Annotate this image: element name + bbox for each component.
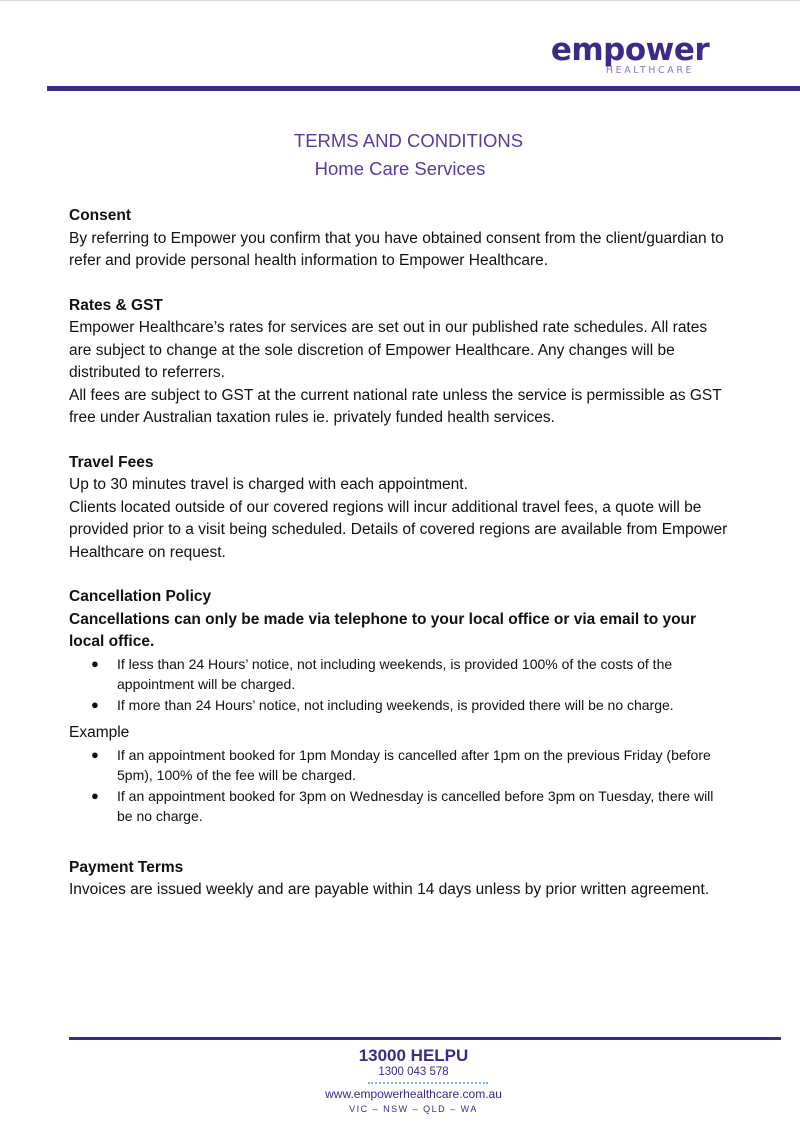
footer-states: VIC – NSW – QLD – WA	[349, 1104, 478, 1114]
example-label: Example	[69, 724, 130, 741]
section-payment-terms	[69, 857, 729, 902]
bullet-icon: ●	[91, 655, 99, 671]
example-list	[69, 745, 729, 827]
footer-divider	[69, 1037, 781, 1040]
section-heading: Cancellation Policy	[69, 588, 212, 605]
bullet-icon: ●	[91, 696, 99, 712]
section-cancellation-policy	[69, 586, 729, 827]
section-heading: Rates & GST	[69, 296, 163, 314]
section-body: All fees are subject to GST at the current national rate unless the service is permissible as GST free under Australian taxation rules ie. privately funded health services.	[69, 386, 722, 426]
terms-content	[69, 205, 729, 902]
bullet-icon: ●	[91, 787, 99, 803]
section-body: Clients located outside of our covered regions will incur additional travel fees, a quote will be provided prior to a visit being scheduled. Details of covered regions are available from Empower Healthcare on request.	[69, 498, 728, 561]
section-body: Invoices are issued weekly and are payable within 14 days unless by prior written agreement.	[69, 881, 710, 898]
section-body: Empower Healthcare’s rates for services are set out in our published rate schedules. All rates are subject to change at the sole discretion of Empower Healthcare. Any changes will be distributed to referrers.	[69, 319, 708, 381]
list-item: ● If more than 24 Hours’ notice, not including weekends, is provided there will be no charge.	[117, 695, 729, 716]
section-heading: Travel Fees	[69, 453, 154, 471]
cancellation-note: Cancellations can only be made via telephone to your local office or via email to your local office.	[69, 610, 697, 650]
top-border	[0, 0, 800, 1]
section-body: Up to 30 minutes travel is charged with each appointment.	[69, 476, 468, 493]
section-body: By referring to Empower you confirm that you have obtained consent from the client/guardian to refer and provide personal health information to Empower Healthcare.	[69, 229, 724, 269]
footer-phone-word: 13000 HELPU	[358, 1046, 469, 1065]
section-rates-gst	[69, 295, 729, 430]
empower-logo	[540, 34, 720, 78]
section-travel-fees	[69, 452, 729, 565]
footer-phone-number: 1300 043 578	[378, 1066, 449, 1078]
section-heading: Payment Terms	[69, 858, 184, 876]
logo-wordmark: empower	[550, 32, 710, 68]
list-item: ● If less than 24 Hours’ notice, not including weekends, is provided 100% of the costs of the appointment will be charged.	[91, 655, 673, 692]
section-consent	[69, 205, 729, 273]
footer-website: www.empowerhealthcare.com.au	[325, 1087, 502, 1101]
document-subtitle: Home Care Services	[314, 158, 486, 179]
header-divider	[47, 86, 800, 91]
section-heading: Consent	[69, 207, 131, 224]
logo-subtitle: HEALTHCARE	[605, 65, 695, 76]
cancellation-list	[69, 654, 729, 716]
list-item: ● If an appointment booked for 3pm on Wednesday is cancelled before 3pm on Tuesday, there will be no charge.	[91, 787, 714, 824]
list-item: ● If an appointment booked for 1pm Monday is cancelled after 1pm on the previous Friday (before 5pm), 100% of the fee will be charged.	[91, 746, 711, 783]
bullet-icon: ●	[91, 746, 99, 762]
footer-dotted-divider	[368, 1082, 488, 1084]
document-title: TERMS AND CONDITIONS	[293, 130, 524, 151]
